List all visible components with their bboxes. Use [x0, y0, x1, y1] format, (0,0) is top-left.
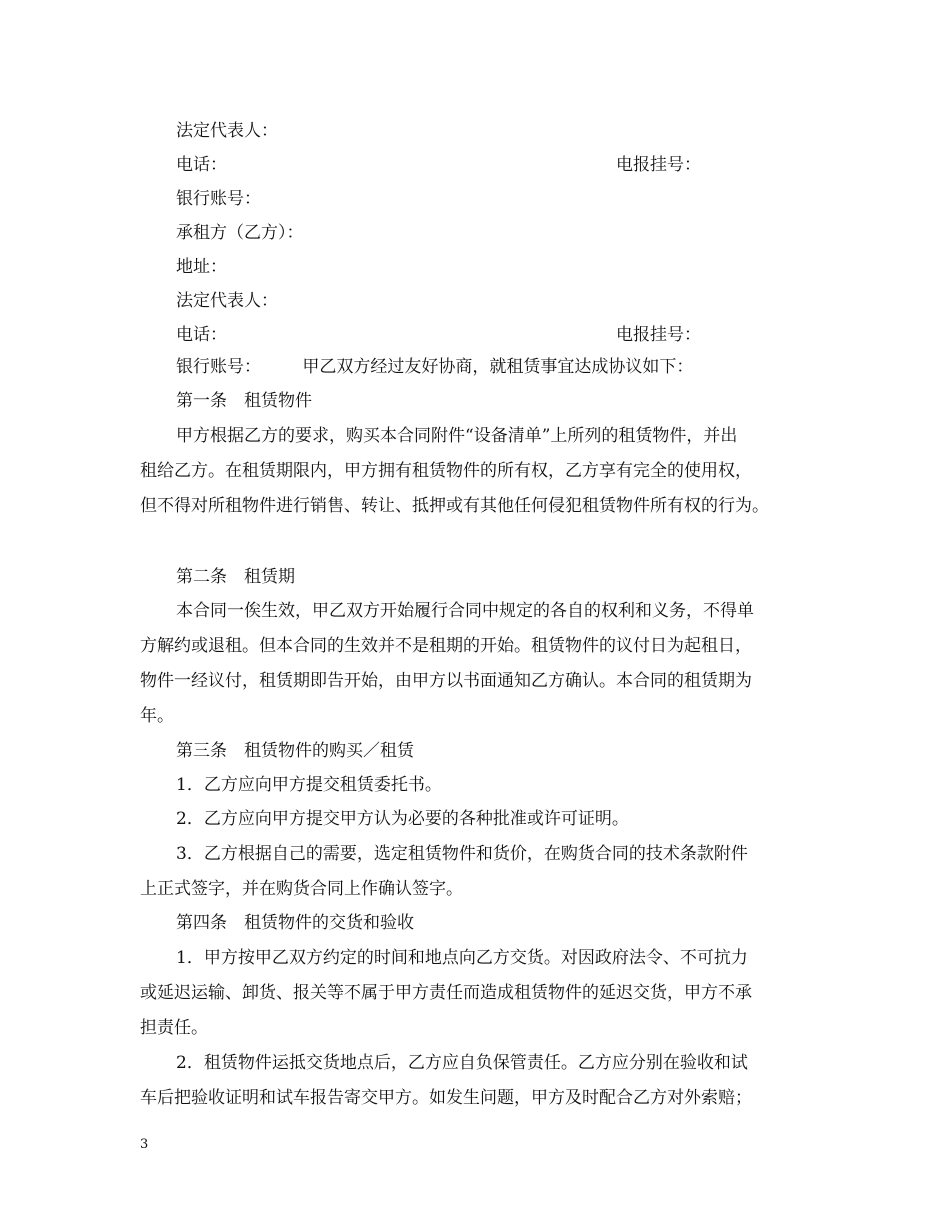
- article-3-title: 第三条 租赁物件的购买／租赁: [176, 741, 414, 761]
- bank-account-label-1: 银行账号：: [176, 189, 261, 209]
- article-1-line: 租给乙方。在租赁期限内，甲方拥有租赁物件的所有权，乙方享有完全的使用权，: [140, 461, 752, 481]
- article-1-line: 但不得对所租物件进行销售、转让、抵押或有其他任何侵犯租赁物件所有权的行为。: [140, 496, 769, 516]
- phone-label-1: 电话：: [176, 155, 227, 175]
- legal-rep-label-2: 法定代表人：: [176, 291, 278, 311]
- article-2-line: 本合同一俟生效，甲乙双方开始履行合同中规定的各自的权利和义务，不得单: [176, 601, 754, 621]
- bank-account-row-2: [176, 356, 693, 378]
- article-2-line: 年。: [140, 706, 174, 726]
- page-number: 3: [140, 1137, 149, 1152]
- telegraph-label-2: 电报挂号：: [616, 325, 701, 345]
- article-4-item-2-line: 车后把验收证明和试车报告寄交甲方。如发生问题，甲方及时配合乙方对外索赔；: [140, 1088, 752, 1108]
- lessee-label: 承租方（乙方）：: [176, 223, 304, 243]
- article-2-title: 第二条 租赁期: [176, 567, 295, 587]
- telegraph-label-1: 电报挂号：: [616, 155, 701, 175]
- agreement-intro: 甲乙双方经过友好协商，就租赁事宜达成协议如下：: [302, 357, 694, 377]
- article-3-item-1: 1．乙方应向甲方提交租赁委托书。: [176, 775, 442, 795]
- article-2-line: 方解约或退租。但本合同的生效并不是租期的开始。租赁物件的议付日为起租日，: [140, 636, 752, 656]
- article-4-item-2-line: 2．租赁物件运抵交货地点后，乙方应自负保管责任。乙方应分别在验收和试: [176, 1053, 748, 1073]
- article-2-line: 物件一经议付，租赁期即告开始，由甲方以书面通知乙方确认。本合同的租赁期为: [140, 671, 752, 691]
- article-3-item-3-line: 上正式签字，并在购货合同上作确认签字。: [140, 879, 463, 899]
- phone-row-2: [176, 324, 776, 346]
- article-4-item-1-line: 或延迟运输、卸货、报关等不属于甲方责任而造成租赁物件的延迟交货，甲方不承: [140, 983, 752, 1003]
- phone-row-1: [176, 154, 776, 176]
- article-4-item-1-line: 1．甲方按甲乙双方约定的时间和地点向乙方交货。对因政府法令、不可抗力: [176, 948, 748, 968]
- article-3-item-2: 2．乙方应向甲方提交甲方认为必要的各种批准或许可证明。: [176, 809, 629, 829]
- article-4-title: 第四条 租赁物件的交货和验收: [176, 913, 414, 933]
- address-label: 地址：: [176, 257, 227, 277]
- article-1-title: 第一条 租赁物件: [176, 391, 312, 411]
- article-3-item-3-line: 3．乙方根据自己的需要，选定租赁物件和货价，在购货合同的技术条款附件: [176, 844, 748, 864]
- legal-rep-label-1: 法定代表人：: [176, 121, 278, 141]
- bank-account-label-2: 银行账号：: [176, 357, 261, 377]
- article-1-line: 甲方根据乙方的要求，购买本合同附件“设备清单”上所列的租赁物件，并出: [176, 426, 738, 446]
- article-4-item-1-line: 担责任。: [140, 1018, 208, 1038]
- phone-label-2: 电话：: [176, 325, 227, 345]
